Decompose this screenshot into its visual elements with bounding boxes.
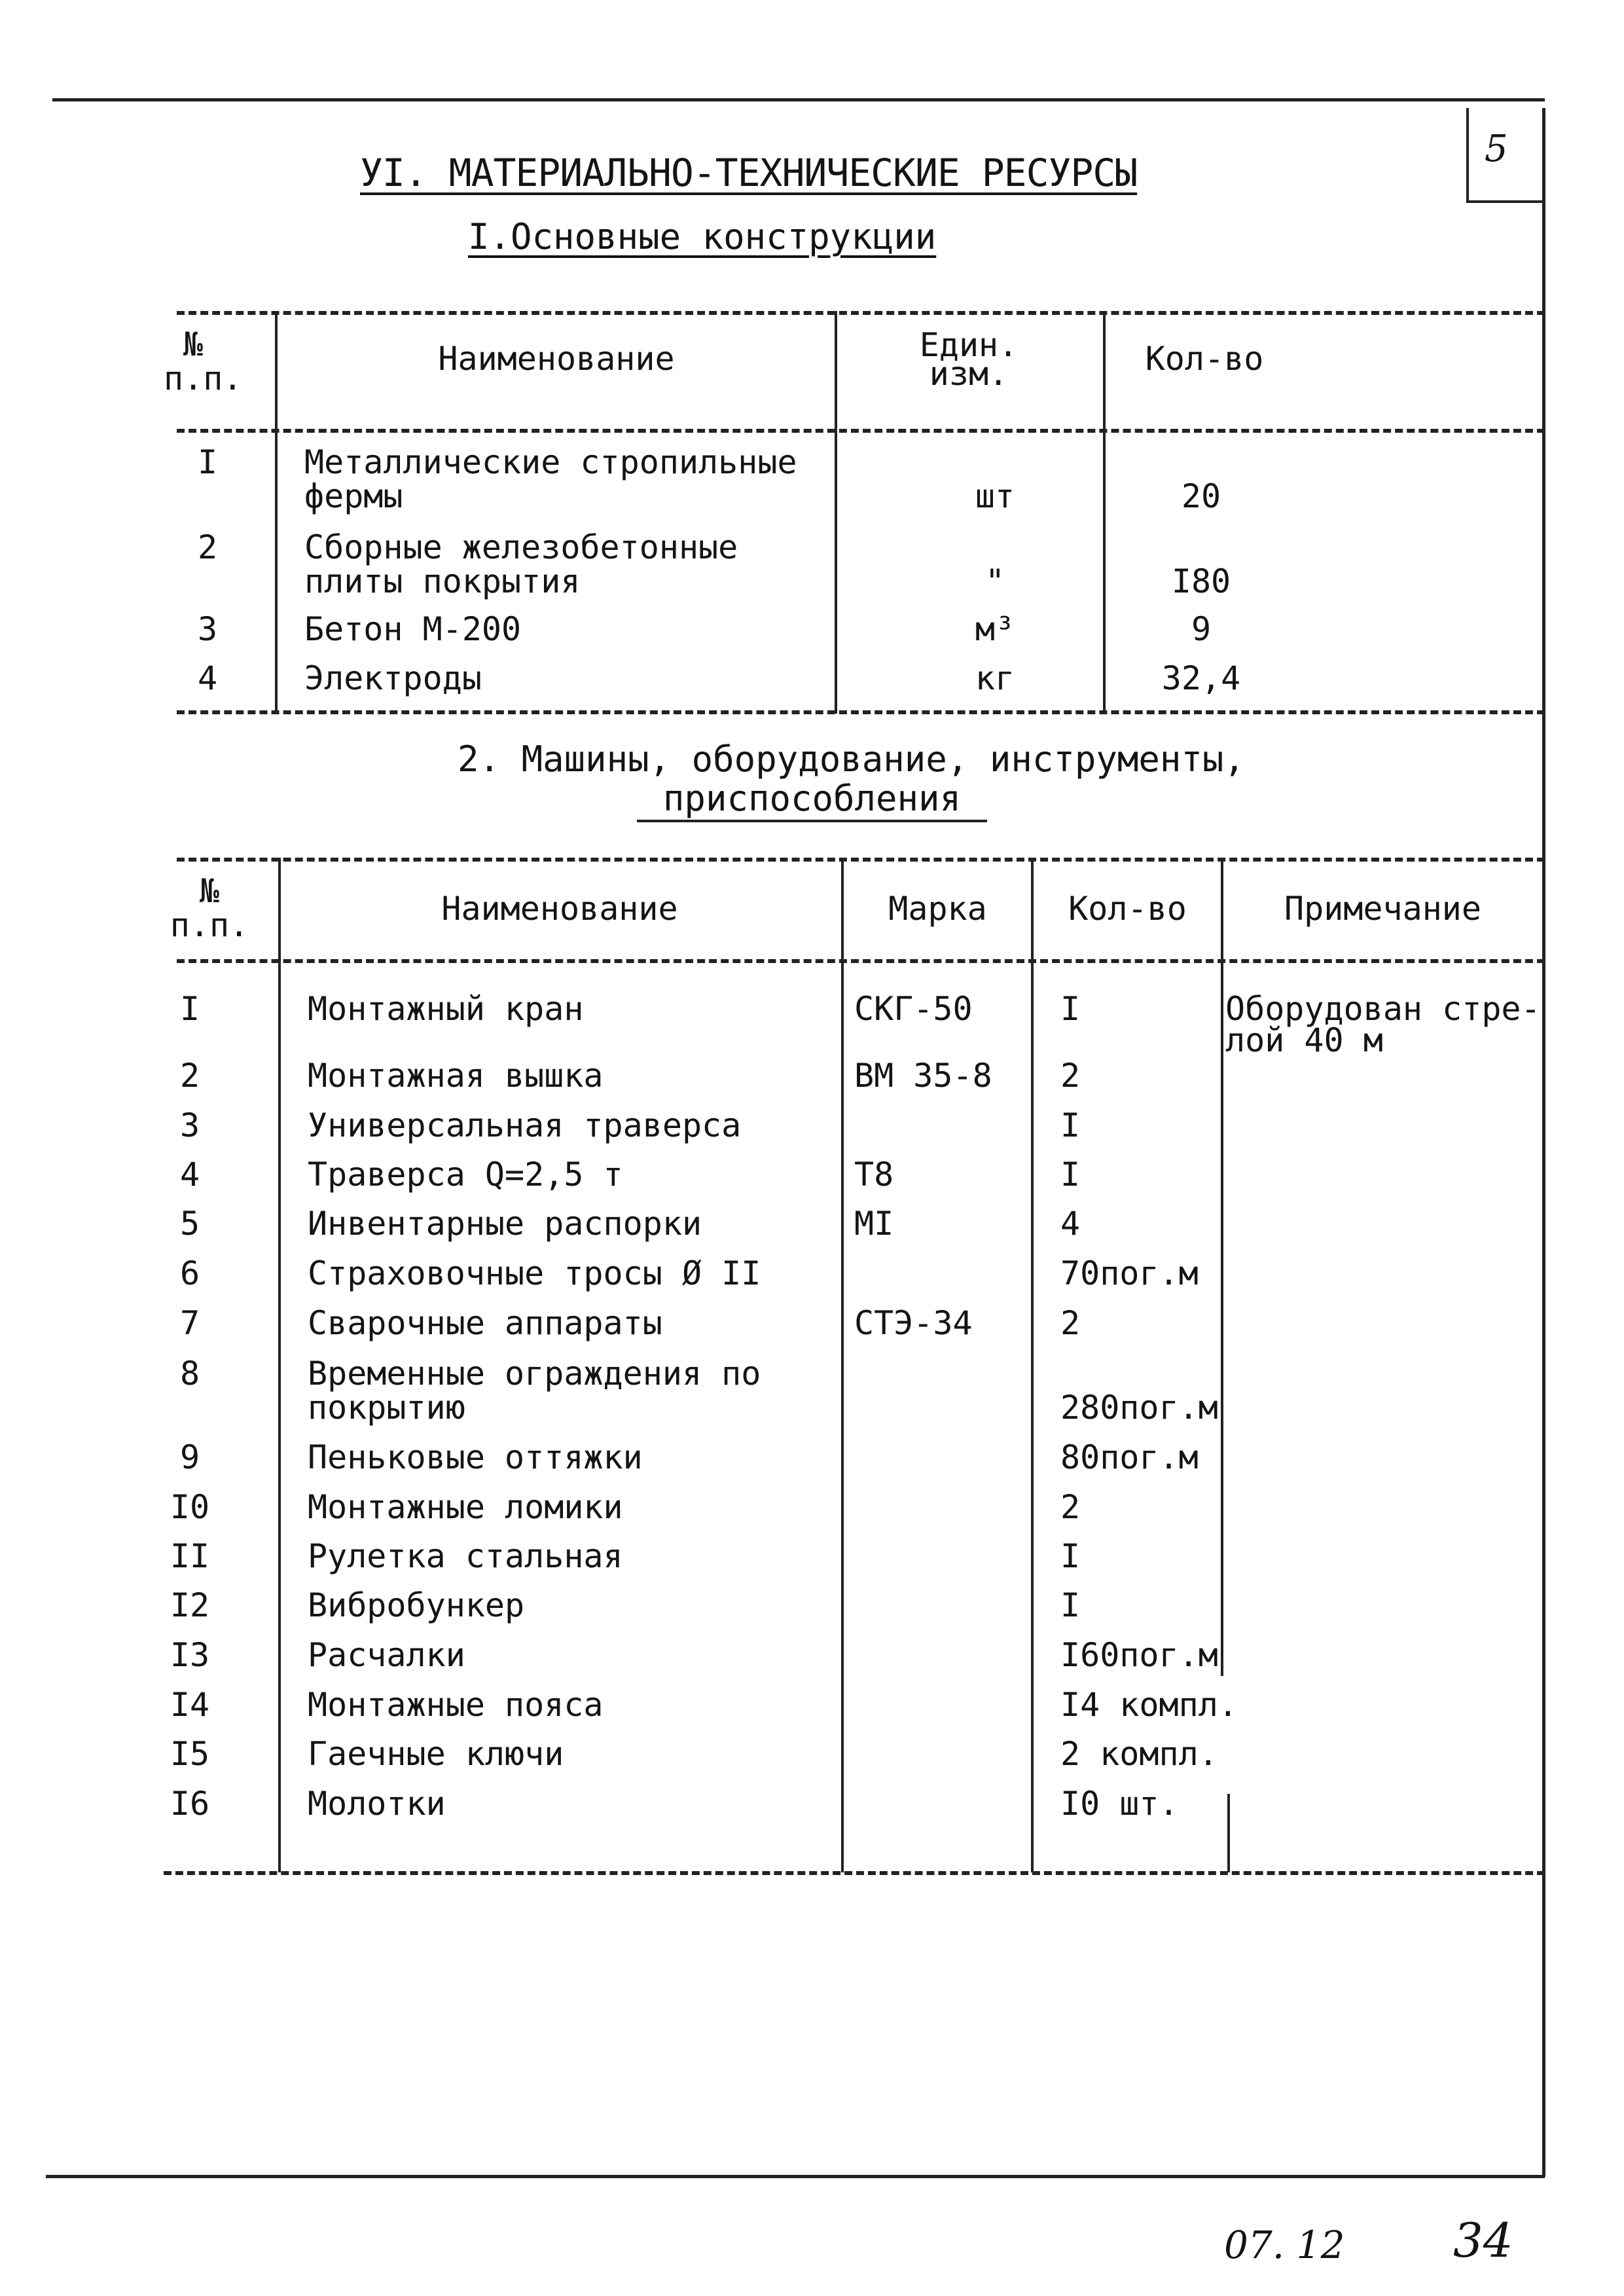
table2-row-name: Монтажный кран bbox=[308, 990, 584, 1028]
table1-header-rule bbox=[177, 429, 1545, 433]
table2-row-name: Универсальная траверса bbox=[308, 1106, 742, 1144]
table2-row-qty: 4 bbox=[1060, 1205, 1081, 1243]
table2-row-qty: 80пог.м bbox=[1060, 1438, 1199, 1476]
table1-row-name: Электроды bbox=[304, 659, 482, 697]
table2-header-rule bbox=[177, 959, 1545, 963]
table2-row-qty: I60пог.м bbox=[1060, 1636, 1218, 1674]
table1-col-divider bbox=[835, 311, 837, 714]
table1-row-num: 4 bbox=[197, 659, 218, 697]
table2-row-num: 2 bbox=[179, 1057, 200, 1095]
table1-row-num: I bbox=[197, 443, 218, 481]
table1-row-unit: " bbox=[984, 562, 1005, 600]
table1-row-qty: I80 bbox=[1171, 562, 1231, 600]
table2-header-name: Наименование bbox=[441, 890, 678, 928]
table1-col-divider bbox=[1103, 311, 1106, 714]
table2-row-num: 7 bbox=[179, 1304, 200, 1342]
signature-date: 07. 12 bbox=[1224, 2223, 1345, 2267]
table2-row-qty: I0 шт. bbox=[1060, 1785, 1179, 1823]
table2-row-mark: МI bbox=[854, 1205, 894, 1243]
table2-row-num: I2 bbox=[170, 1586, 210, 1624]
table1-row-qty: 9 bbox=[1191, 610, 1212, 648]
table2-row-qty: I bbox=[1060, 1537, 1081, 1575]
table2-row-qty: 2 bbox=[1060, 1488, 1081, 1526]
table1-row-num: 2 bbox=[197, 528, 218, 566]
table2-row-name: Инвентарные распорки bbox=[308, 1205, 702, 1243]
table2-row-name: Рулетка стальная bbox=[308, 1537, 623, 1575]
frame-top-border bbox=[52, 98, 1545, 101]
table2-header-mark: Марка bbox=[888, 890, 987, 928]
table2-row-name: Вибробункер bbox=[308, 1586, 525, 1624]
frame-right-border bbox=[1542, 108, 1545, 2177]
table2-row-mark: ВМ 35-8 bbox=[854, 1057, 992, 1095]
sheet-number: 34 bbox=[1453, 2213, 1513, 2268]
table2-row-name: Страховочные тросы Ø II bbox=[308, 1254, 761, 1292]
table2-row-name: Расчалки bbox=[308, 1636, 465, 1674]
table2-row-name: Траверса Q=2,5 т bbox=[308, 1156, 623, 1194]
table2-col-divider bbox=[1031, 858, 1034, 1872]
table2-row-name: Монтажные ломики bbox=[308, 1488, 623, 1526]
table2-header-qty: Кол-во bbox=[1068, 890, 1187, 928]
table2-col-divider bbox=[1227, 1794, 1230, 1872]
table2-row-qty: I bbox=[1060, 990, 1081, 1028]
table2-row-num: 5 bbox=[179, 1205, 200, 1243]
table2-row-qty: I bbox=[1060, 1106, 1081, 1144]
table2-row-qty: 2 bbox=[1060, 1304, 1081, 1342]
table2-row-num: I5 bbox=[170, 1735, 210, 1773]
table1-row-qty: 32,4 bbox=[1161, 659, 1241, 697]
table2-row-num: 8 bbox=[179, 1355, 200, 1393]
table2-col-divider bbox=[278, 858, 281, 1872]
table2-row-num: I3 bbox=[170, 1636, 210, 1674]
table2-top-rule bbox=[177, 858, 1545, 862]
table2-row-note: Оборудован стре- bbox=[1225, 990, 1541, 1028]
table2-col-divider bbox=[1221, 858, 1223, 1676]
table2-row-name: Монтажные пояса bbox=[308, 1686, 604, 1724]
table2-row-name: Монтажная вышка bbox=[308, 1057, 604, 1095]
table1-row-name: фермы bbox=[304, 477, 403, 515]
table1-row-qty: 20 bbox=[1181, 477, 1221, 515]
table2-row-qty: 2 компл. bbox=[1060, 1735, 1218, 1773]
frame-bottom-border bbox=[46, 2175, 1545, 2178]
table1-row-unit: м³ bbox=[975, 610, 1015, 648]
page-title: УI. МАТЕРИАЛЬНО-ТЕХНИЧЕСКИЕ РЕСУРСЫ bbox=[360, 151, 1138, 195]
table2-row-name: покрытию bbox=[308, 1389, 465, 1427]
table1-row-unit: шт bbox=[975, 477, 1015, 515]
table1-row-unit: кг bbox=[975, 659, 1015, 697]
table1-top-rule bbox=[177, 311, 1545, 315]
table2-row-qty: I bbox=[1060, 1156, 1081, 1194]
table2-row-name: Сварочные аппараты bbox=[308, 1304, 662, 1342]
table2-row-mark: СКГ-50 bbox=[854, 990, 973, 1028]
table2-row-name: Молотки bbox=[308, 1785, 446, 1823]
table2-row-num: I0 bbox=[170, 1488, 210, 1526]
table2-row-name: Гаечные ключи bbox=[308, 1735, 564, 1773]
table2-row-num: 9 bbox=[179, 1438, 200, 1476]
table1-header-qty: Кол-во bbox=[1145, 340, 1264, 378]
table2-bottom-rule bbox=[164, 1871, 1545, 1875]
table2-row-num: 3 bbox=[179, 1106, 200, 1144]
table1-row-name: плиты покрытия bbox=[304, 562, 581, 600]
section2-title: 2. Машины, оборудование, инструменты, приспособления bbox=[0, 740, 1624, 822]
table2-row-mark: СТЭ-34 bbox=[854, 1304, 973, 1342]
table2-row-mark: Т8 bbox=[854, 1156, 894, 1194]
table2-row-num: I6 bbox=[170, 1785, 210, 1823]
table1-row-name: Бетон М-200 bbox=[304, 610, 522, 648]
table2-row-qty: I bbox=[1060, 1586, 1081, 1624]
table2-row-qty: I4 компл. bbox=[1060, 1686, 1238, 1724]
table2-row-num: 4 bbox=[179, 1156, 200, 1194]
table2-header-num: № п.п. bbox=[170, 872, 249, 944]
table2-row-num: II bbox=[170, 1537, 210, 1575]
table2-row-qty: 70пог.м bbox=[1060, 1254, 1199, 1292]
table2-row-num: I bbox=[179, 990, 200, 1028]
table1-bottom-rule bbox=[177, 710, 1545, 714]
table1-row-name: Сборные железобетонные bbox=[304, 528, 738, 566]
table1-row-num: 3 bbox=[197, 610, 218, 648]
table2-row-name: Временные ограждения по bbox=[308, 1355, 761, 1393]
table2-row-qty: 2 bbox=[1060, 1057, 1081, 1095]
table2-row-num: I4 bbox=[170, 1686, 210, 1724]
page-number: 5 bbox=[1485, 128, 1508, 170]
table2-col-divider bbox=[841, 858, 844, 1872]
section1-title: I.Основные конструкции bbox=[468, 216, 937, 257]
table1-header-name: Наименование bbox=[438, 340, 675, 378]
table1-header-unit: Един. изм. bbox=[919, 326, 1019, 393]
table1-header-num: № п.п. bbox=[164, 325, 243, 397]
table2-row-qty: 280пог.м bbox=[1060, 1389, 1218, 1427]
table2-row-note: лой 40 м bbox=[1225, 1021, 1383, 1059]
table1-col-divider bbox=[275, 311, 278, 714]
table1-row-name: Металлические стропильные bbox=[304, 443, 797, 481]
table2-row-num: 6 bbox=[179, 1254, 200, 1292]
table2-header-note: Примечание bbox=[1284, 890, 1482, 928]
table2-row-name: Пеньковые оттяжки bbox=[308, 1438, 643, 1476]
